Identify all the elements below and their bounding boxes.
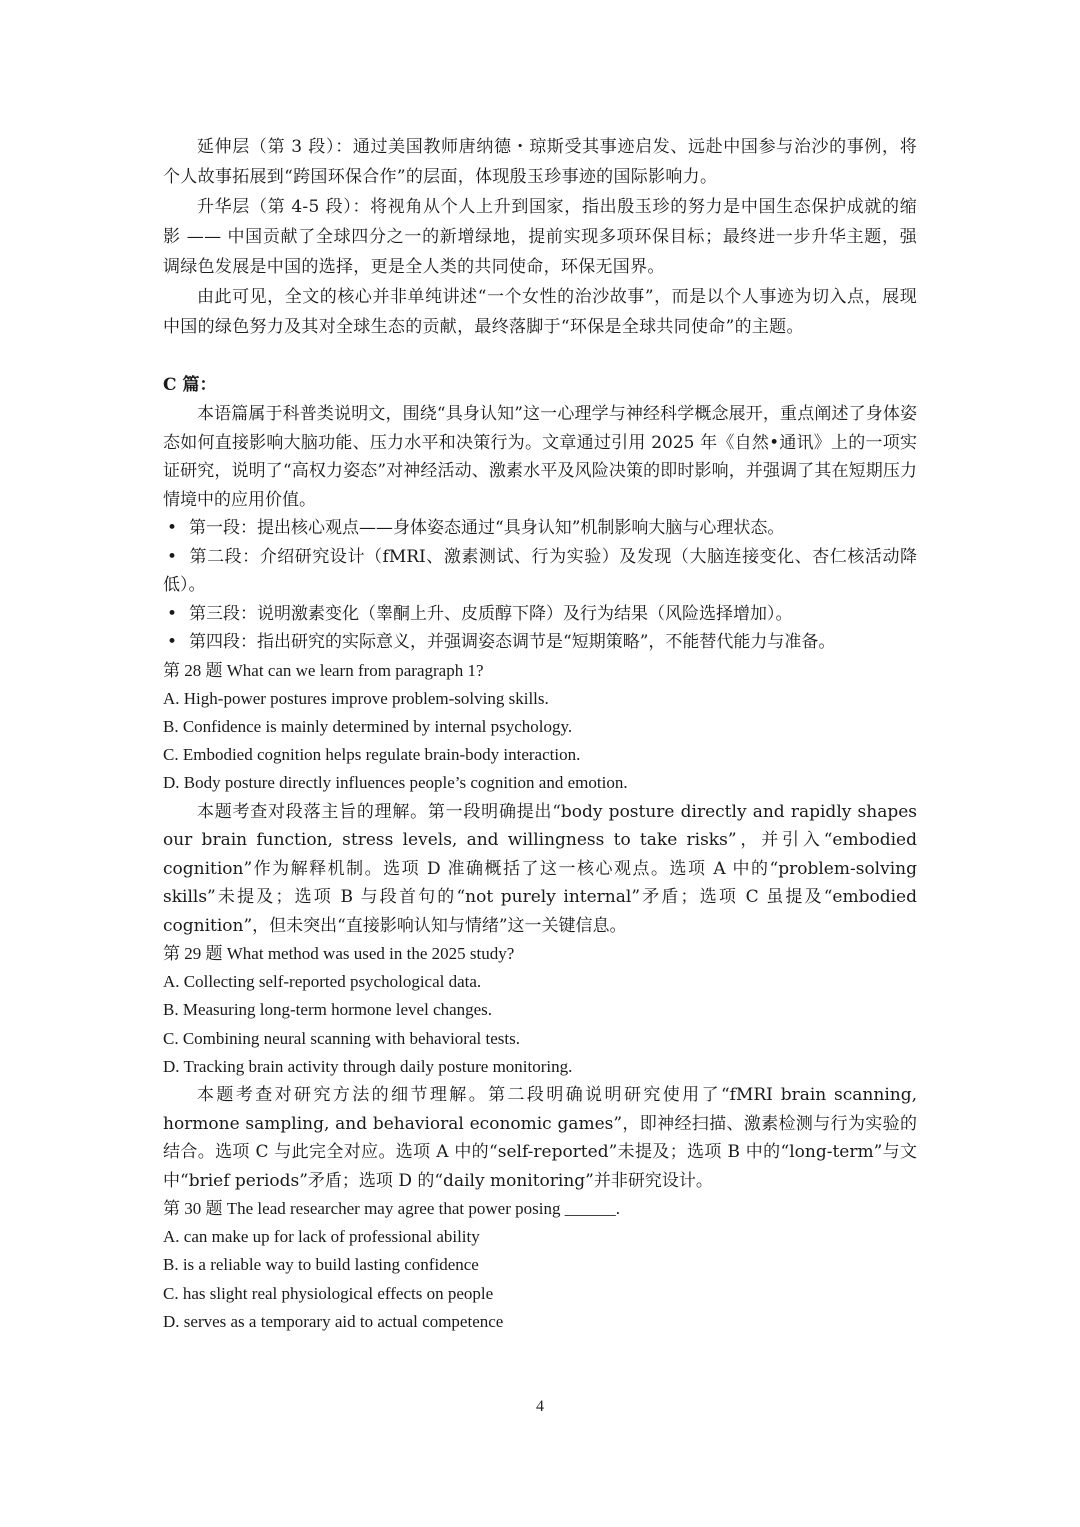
bullet-dot-icon: •: [167, 546, 178, 567]
section-c-title: C 篇：: [163, 375, 217, 395]
question-28-option-b: B. Confidence is mainly determined by internal psychology.: [163, 716, 573, 736]
page-number: 4: [536, 1398, 544, 1415]
question-29-option-c: C. Combining neural scanning with behavioral tests.: [163, 1028, 520, 1048]
section-c-summary: 本语篇属于科普类说明文，围绕“具身认知”这一心理学与神经科学概念展开，重点阐述了身体姿态如何直接影响大脑功能、压力水平和决策行为。文章通过引用 2025 年《自然•通讯》上的一项实证研究，说明了“高权力姿态”对神经活动、激素水平及风险决策的即时影响，并强调了其在短期压力情境中的应用价值。: [163, 404, 917, 510]
question-30-option-c: C. has slight real physiological effects on people: [163, 1283, 494, 1303]
question-28-option-d: D. Body posture directly influences people’s cognition and emotion.: [163, 773, 628, 793]
bullet-item-2: • 第二段：介绍研究设计（fMRI、激素测试、行为实验）及发现（大脑连接变化、杏仁核活动降低）。: [163, 543, 917, 600]
question-28-option-c: C. Embodied cognition helps regulate brain-body interaction.: [163, 745, 581, 765]
bullet-item-1: • 第一段：提出核心观点——身体姿态通过“具身认知”机制影响大脑与心理状态。: [163, 514, 917, 543]
paragraph-sublimation-layer: 升华层（第 4-5 段）：将视角从个人上升到国家，指出殷玉珍的努力是中国生态保护成就的缩影 —— 中国贡献了全球四分之一的新增绿地，提前实现多项环保目标；最终进一步升华主题，强调绿色发展是中国的选择，更是全人类的共同使命，环保无国界。: [163, 197, 917, 277]
paragraph-extension-layer: 延伸层（第 3 段）：通过美国教师唐纳德・琼斯受其事迹启发、远赴中国参与治沙的事例，将个人故事拓展到“跨国环保合作”的层面，体现殷玉珍事迹的国际影响力。: [163, 137, 917, 187]
question-28-option-a: A. High-power postures improve problem-solving skills.: [163, 688, 549, 708]
question-29-explanation: 本题考查对研究方法的细节理解。第二段明确说明研究使用了“fMRI brain scanning, hormone sampling, and behavioral economic games”，即神经扫描、激素检测与行为实验的结合。选项 C 与此完全对应。选项 A 中的“self-reported”未提及；选项 B 中的“long-term”与文中“brief periods”矛盾；选项 D 的“daily monitoring”并非研究设计。: [163, 1085, 917, 1191]
bullet-dot-icon: •: [167, 603, 178, 624]
question-30-option-b: B. is a reliable way to build lasting confidence: [163, 1255, 479, 1275]
bullet-item-4: • 第四段：指出研究的实际意义，并强调姿态调节是“短期策略”，不能替代能力与准备。: [163, 628, 917, 657]
question-30-option-a: A. can make up for lack of professional ability: [163, 1227, 480, 1247]
question-28-stem: 第 28 题 What can we learn from paragraph 1?: [163, 660, 484, 680]
bullet-dot-icon: •: [167, 632, 178, 652]
question-29-option-a: A. Collecting self-reported psychological data.: [163, 972, 482, 992]
question-29-stem: 第 29 题 What method was used in the 2025 study?: [163, 944, 515, 964]
question-30-stem: 第 30 题 The lead researcher may agree that power posing ______.: [163, 1199, 620, 1219]
paragraph-conclusion: 由此可见，全文的核心并非单纯讲述“一个女性的治沙故事”，而是以个人事迹为切入点，展现中国的绿色努力及其对全球生态的贡献，最终落脚于“环保是全球共同使命”的主题。: [163, 287, 917, 337]
bullet-dot-icon: •: [167, 518, 178, 538]
question-29-option-b: B. Measuring long-term hormone level changes.: [163, 1000, 493, 1020]
question-28-explanation: 本题考查对段落主旨的理解。第一段明确提出“body posture directly and rapidly shapes our brain function, stress levels, and willingness to take risks”，并引入“embodied cognition”作为解释机制。选项 D 准确概括了这一核心观点。选项 A 中的“problem-solving skills”未提及；选项 B 与段首句的“not purely internal”矛盾；选项 C 虽提及“embodied cognition”，但未突出“直接影响认知与情绪”这一关键信息。: [163, 801, 917, 936]
question-29-option-d: D. Tracking brain activity through daily posture monitoring.: [163, 1056, 573, 1076]
bullet-item-3: • 第三段：说明激素变化（睾酮上升、皮质醇下降）及行为结果（风险选择增加）。: [163, 600, 917, 629]
question-30-option-d: D. serves as a temporary aid to actual competence: [163, 1311, 504, 1331]
document-page: [163, 132, 917, 1336]
